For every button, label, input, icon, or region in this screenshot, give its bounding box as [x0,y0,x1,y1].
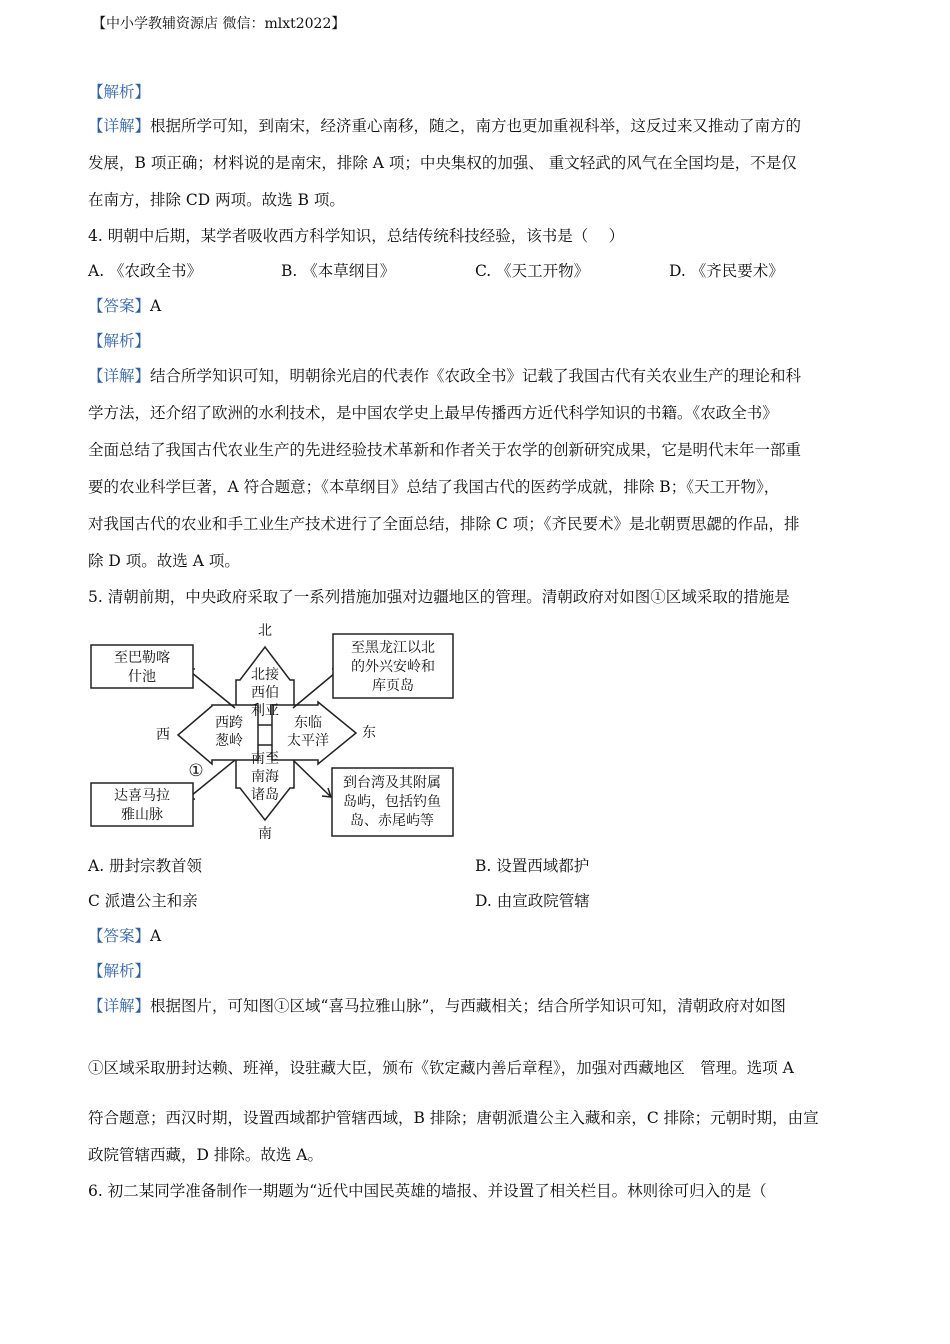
q3-detail-tag: 【详解】 [88,117,151,135]
pointer-se [293,760,331,797]
q5-option-c: C 派遣公主和亲 [88,892,198,910]
q4-detail-line-5: 对我国古代的农业和手工业生产技术进行了全面总结，排除 C 项；《齐民要术》是北朝贾思勰的作品，排 [88,515,800,533]
arrow-south-text-3: 诸岛 [251,787,279,803]
q5-detail-tag: 【详解】 [88,997,151,1015]
q5-detail-line-2: ①区域采取册封达赖、班禅，设驻藏大臣，颁布《钦定藏内善后章程》，加强对西藏地区 管理。选项 A [88,1059,794,1077]
q3-detail-line-3: 在南方，排除 CD 两项。故选 B 项。 [88,191,345,209]
box-sw-text-1: 达喜马拉 [114,788,170,804]
q4-detail-tag: 【详解】 [88,367,151,385]
arrow-west-text-1: 西跨 [215,715,243,731]
q5-detail-line-4: 政院管辖西藏，D 排除。故选 A。 [88,1146,323,1164]
page-header: 【中小学教辅资源店 微信：mlxt2022】 [92,16,346,32]
q4-answer: 【答案】A [88,297,162,315]
box-se-text-3: 岛、赤尾屿等 [350,813,434,829]
q4-detail-line-6: 除 D 项。故选 A 项。 [88,552,240,570]
q4-detail-line-3: 全面总结了我国古代农业生产的先进经验技术革新和作者关于农学的创新研究成果，它是明代末年一部重 [88,441,802,459]
q5-option-b: B. 设置西域都护 [475,857,590,875]
arrow-east-text-1: 东临 [294,715,322,731]
q5-territory-diagram [85,615,460,845]
q4-option-c: C. 《天工开物》 [475,262,590,280]
box-sw-text-2: 雅山脉 [121,807,163,823]
q5-detail-line-1: 【详解】根据图片，可知图①区域“喜马拉雅山脉”，与西藏相关；结合所学知识可知，清朝政府对如图 [88,997,786,1015]
box-ne-text-3: 库页岛 [372,678,414,694]
box-se-text-2: 岛屿，包括钓鱼 [343,794,441,810]
arrow-west-text-2: 葱岭 [215,733,243,749]
q4-stem: 4. 明朝中后期，某学者吸收西方科学知识，总结传统科技经验，该书是（ ） [88,227,625,245]
q3-detail-line-1: 【详解】根据所学可知，到南宋，经济重心南移，随之，南方也更加重视科举，这反过来又推动了南方的 [88,117,802,135]
q5-detail-line-3: 符合题意；西汉时期，设置西域都护管辖西域，B 排除；唐朝派遣公主入藏和亲，C 排除；元朝时期，由宣 [88,1109,819,1127]
arrow-east-text-2: 太平洋 [287,733,329,749]
box-se-text-1: 到台湾及其附属 [343,775,441,791]
arrow-north-text-3: 利亚 [251,703,279,719]
box-ne-text-1: 至黑龙江以北 [351,640,435,656]
q5-answer: 【答案】A [88,927,162,945]
box-nw-text-1: 至巴勒喀 [114,650,170,666]
label-east: 东 [362,725,376,741]
label-north: 北 [258,623,272,639]
label-west: 西 [156,727,170,743]
arrow-north-text-2: 西伯 [251,685,279,701]
q4-option-b: B. 《本草纲目》 [281,262,396,280]
box-ne-text-2: 的外兴安岭和 [351,659,435,675]
arrow-north-text-1: 北接 [251,667,279,683]
q5-stem: 5. 清朝前期，中央政府采取了一系列措施加强对边疆地区的管理。清朝政府对如图①区域采取的措施是 [88,588,790,606]
box-nw-text-2: 什池 [128,669,156,685]
q4-detail-line-4: 要的农业科学巨著，A 符合题意；《本草纲目》总结了我国古代的医药学成就，排除 B；《天工开物》， [88,478,780,496]
arrow-south-text-1: 南至 [251,751,279,767]
region-marker-1: ① [188,761,204,781]
q3-analysis-tag: 【解析】 [88,83,151,101]
q4-option-a: A. 《农政全书》 [88,262,203,280]
q4-option-d: D. 《齐民要术》 [669,262,784,280]
q3-detail-line-2: 发展，B 项正确；材料说的是南宋，排除 A 项；中央集权的加强、 重文轻武的风气在全国均是，不是仅 [88,154,797,172]
label-south: 南 [258,826,272,842]
q5-option-a: A. 册封宗教首领 [88,857,203,875]
q5-option-d: D. 由宣政院管辖 [475,892,590,910]
arrow-south-text-2: 南海 [251,769,279,785]
q4-detail-line-1: 【详解】结合所学知识可知，明朝徐光启的代表作《农政全书》记载了我国古代有关农业生产的理论和科 [88,367,802,385]
q4-detail-line-2: 学方法，还介绍了欧洲的水利技术，是中国农学史上最早传播西方近代科学知识的书籍。《农政全书》 [88,404,778,422]
q4-analysis-tag: 【解析】 [88,332,151,350]
q5-analysis-tag: 【解析】 [88,962,151,980]
q6-stem: 6. 初二某同学准备制作一期题为“近代中国民英雄的墙报、并设置了相关栏目。林则徐可归入的是（ [88,1182,767,1200]
